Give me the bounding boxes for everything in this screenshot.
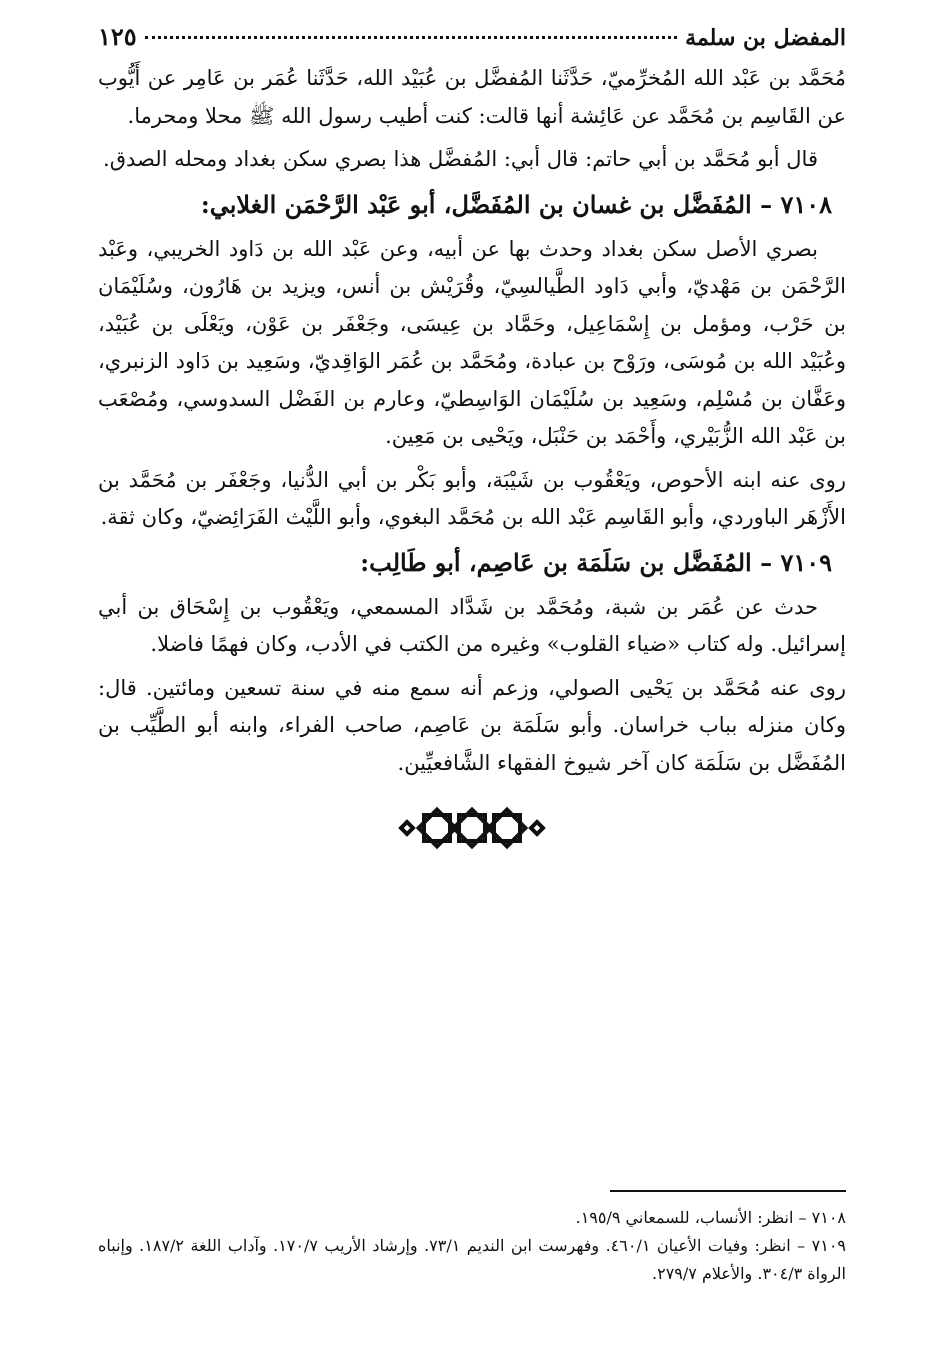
footnote-divider bbox=[610, 1190, 846, 1192]
section-end-ornament-icon bbox=[98, 806, 846, 850]
page-number: ١٢٥ bbox=[98, 22, 137, 51]
entry-heading-7108: ٧١٠٨ – المُفَضَّل بن غسان بن المُفَضَّل، أبو عَبْد الرَّحْمَن الغلابي: bbox=[200, 189, 832, 219]
paragraph-hadith: مُحَمَّد بن عَبْد الله المُخرِّميّ، حَدَّثَنا المُفضَّل بن عُبَيْد الله، حَدَّثَنا عُمَر بن عَامِر عن أَيُّوب عن القَاسِم بن مُحَمَّد عن عَائِشة أنها قالت: كنت أطيب رسول الله ﷺ محلا ومحرما. bbox=[98, 66, 846, 128]
entry-7109-paragraph-2: روى عنه مُحَمَّد بن يَحْيى الصولي، وزعم أنه سمع منه في سنة تسعين ومائتين. قال: وكان منزله بباب خراسان. وأبو سَلَمَة بن عَاصِم، صاحب الفراء، وابنه أبو الطَّيِّب بن المُفَضَّل بن سَلَمَة كان آخر شيوخ الفقهاء الشَّافعيِّين. bbox=[98, 675, 846, 775]
leader-dots bbox=[145, 36, 678, 39]
running-title: المفضل بن سلمة bbox=[685, 25, 846, 51]
entry-heading-7109: ٧١٠٩ – المُفَضَّل بن سَلَمَة بن عَاصِم، أبو طَالِب: bbox=[360, 547, 832, 577]
footnote-7109: ٧١٠٩ – انظر: وفيات الأعيان ٤٦٠/١. وفهرست ابن النديم ٧٣/١. وإرشاد الأريب ١٧٠/٧. وآداب اللغة ١٨٧/٢. وإنباه الرواة ٣٠٤/٣. والأعلام ٢٧٩/٧. bbox=[98, 1236, 847, 1283]
entry-7109-paragraph-1: حدث عن عُمَر بن شبة، ومُحَمَّد بن شَدَّاد المسمعي، ويَعْقُوب بن إِسْحَاق بن أبي إسرائيل. وله كتاب «ضياء القلوب» وغيره من الكتب في الأدب، وكان فهمًا فاضلا. bbox=[98, 594, 846, 656]
running-header bbox=[98, 22, 846, 60]
footnotes bbox=[98, 1190, 846, 1288]
entry-7108-paragraph-1: بصري الأصل سكن بغداد وحدث بها عن أبيه، وعن عَبْد الله بن دَاود الخريبي، وعَبْد الرَّحْمَن بن مَهْديّ، وأبي دَاود الطَّيالسِيّ، وقُرَيْش بن أنس، ويزيد بن هَارُون، وسُلَيْمَان بن حَرْب، ومؤمل بن إِسْمَاعِيل، وحَمَّاد بن عِيسَى، وجَعْفَر بن عَوْن، ويَعْلَى بن عُبَيْد، وعُبَيْد الله بن مُوسَى، ورَوْح بن عبادة، ومُحَمَّد بن عُمَر الوَاقِديّ، وسَعِيد بن دَاود الزنبري، وعَفَّان بن مُسْلِم، وسَعِيد بن سُلَيْمَان الوَاسِطيّ، وعارم بن الفَضْل السدوسي، ومُصْعَب بن عَبْد الله الزُّبَيْري، وأَحْمَد بن حَنْبَل، ويَحْيى بن مَعِين. bbox=[98, 236, 846, 448]
entry-7108-paragraph-2: روى عنه ابنه الأحوص، ويَعْقُوب بن شَيْبَة، وأبو بَكْر بن أبي الدُّنيا، وجَعْفَر بن مُحَمَّد بن الأَزْهَر الباوردي، وأبو القَاسِم عَبْد الله بن مُحَمَّد البغوي، وأبو اللَّيْث الفَرَائِضيّ، وكان ثقة. bbox=[98, 467, 846, 529]
paragraph-abi-hatim: قال أبو مُحَمَّد بن أبي حاتم: قال أبي: المُفضَّل هذا بصري سكن بغداد ومحله الصدق. bbox=[103, 147, 818, 171]
footnote-7108: ٧١٠٨ – انظر: الأنساب، للسمعاني ١٩٥/٩. bbox=[575, 1208, 846, 1227]
page-body bbox=[98, 22, 846, 850]
